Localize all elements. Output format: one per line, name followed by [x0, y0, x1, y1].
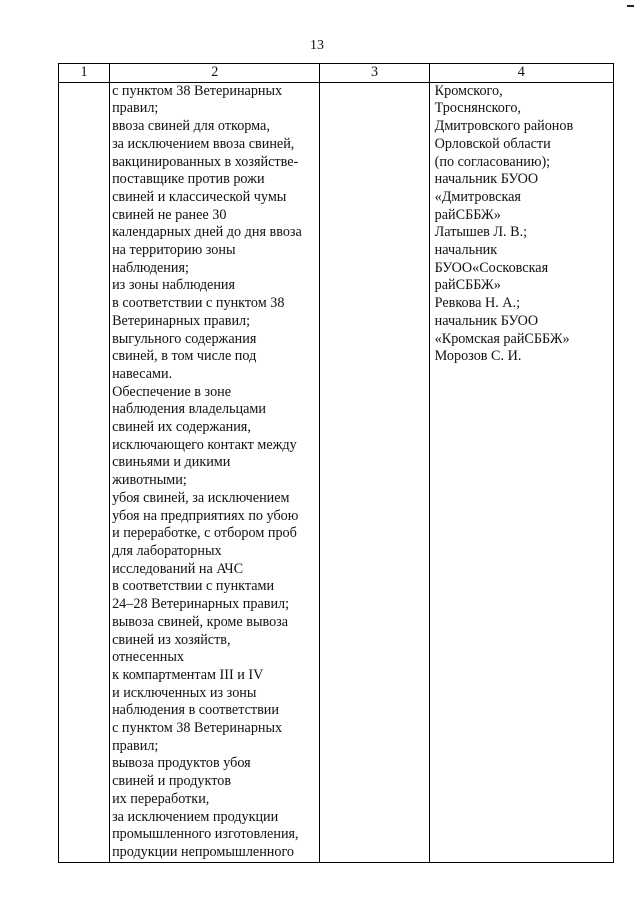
text-line: Кромского, — [434, 82, 503, 99]
text-line: Дмитровского районов — [434, 118, 574, 135]
text-line: свиней и продуктов — [112, 773, 232, 790]
text-line: на территорию зоны — [112, 242, 236, 259]
text-line: продукции непромышленного — [112, 843, 295, 860]
cell-lines — [110, 83, 319, 862]
text-line: свиней из хозяйств, — [112, 631, 231, 648]
text-line: Орловской области — [434, 135, 551, 152]
text-line: «Кромская райСББЖ» — [434, 330, 570, 347]
table-cell-col2 — [110, 82, 320, 862]
text-line: правил; — [112, 737, 159, 754]
text-line: начальник — [434, 242, 498, 259]
text-line: ввоза свиней для откорма, — [112, 118, 270, 135]
column-header-1: 1 — [59, 64, 110, 83]
text-line: навесами. — [112, 365, 173, 382]
cell-lines — [430, 83, 613, 366]
text-line: свиней их содержания, — [112, 419, 251, 436]
text-line: наблюдения владельцами — [112, 401, 266, 418]
text-line: начальник БУОО — [434, 171, 539, 188]
text-line: промышленного изготовления, — [112, 826, 299, 843]
table-cell-col1 — [59, 82, 110, 862]
text-line: в соответствии с пунктом 38 — [112, 295, 285, 312]
text-line: к компартментам III и IV — [112, 666, 264, 683]
page-number: 13 — [310, 38, 324, 53]
text-line: вакцинированных в хозяйстве- — [112, 153, 299, 170]
text-line: свиней и классической чумы — [112, 188, 287, 205]
document-table — [58, 63, 614, 863]
text-line: свиньями и дикими — [112, 454, 231, 471]
text-line: за исключением продукции — [112, 808, 279, 825]
text-line: выгульного содержания — [112, 330, 257, 347]
text-line: свиней не ранее 30 — [112, 206, 227, 223]
text-line: начальник БУОО — [434, 312, 539, 329]
text-line: Ревкова Н. А.; — [434, 295, 521, 312]
text-line: для лабораторных — [112, 542, 222, 559]
text-line: наблюдения в соответствии — [112, 702, 279, 719]
text-line: Латышев Л. В.; — [434, 224, 528, 241]
text-line: райСББЖ» — [434, 277, 501, 294]
text-line: убоя свиней, за исключением — [112, 489, 290, 506]
text-line: за исключением ввоза свиней, — [112, 135, 295, 152]
text-line: убоя на предприятиях по убою — [112, 507, 299, 524]
table-cell-col3 — [320, 82, 429, 862]
text-line: БУОО«Сосковская — [434, 259, 549, 276]
column-header-2: 2 — [110, 64, 320, 83]
text-line: Ветеринарных правил; — [112, 312, 251, 329]
text-line: и переработке, с отбором проб — [112, 525, 297, 542]
text-line: правил; — [112, 100, 159, 117]
text-line: календарных дней до дня ввоза — [112, 224, 302, 241]
text-line: «Дмитровская — [434, 188, 521, 205]
text-line: и исключенных из зоны — [112, 684, 257, 701]
text-line: Обеспечение в зоне — [112, 383, 232, 400]
text-line: в соответствии с пунктами — [112, 578, 275, 595]
text-line: из зоны наблюдения — [112, 277, 236, 294]
text-line: наблюдения; — [112, 259, 189, 276]
text-line: их переработки, — [112, 790, 210, 807]
text-line: вывоза свиней, кроме вывоза — [112, 613, 289, 630]
text-line: с пунктом 38 Ветеринарных — [112, 82, 283, 99]
text-line: Троснянского, — [434, 100, 521, 117]
text-line: отнесенных — [112, 649, 185, 666]
column-header-3: 3 — [320, 64, 429, 83]
text-line: животными; — [112, 472, 187, 489]
text-line: поставщике против рожи — [112, 171, 265, 188]
table-row — [59, 82, 614, 862]
table-cell-col4 — [429, 82, 613, 862]
corner-mark — [627, 5, 634, 7]
text-line: вывоза продуктов убоя — [112, 755, 251, 772]
text-line: райСББЖ» — [434, 206, 501, 223]
text-line: Морозов С. И. — [434, 348, 522, 365]
text-line: с пунктом 38 Ветеринарных — [112, 720, 283, 737]
text-line: 24–28 Ветеринарных правил; — [112, 596, 290, 613]
table-header-row — [59, 64, 614, 83]
column-header-4: 4 — [429, 64, 613, 83]
text-line: (по согласованию); — [434, 153, 551, 170]
text-line: свиней, в том числе под — [112, 348, 257, 365]
text-line: исключающего контакт между — [112, 436, 297, 453]
text-line: исследований на АЧС — [112, 560, 244, 577]
